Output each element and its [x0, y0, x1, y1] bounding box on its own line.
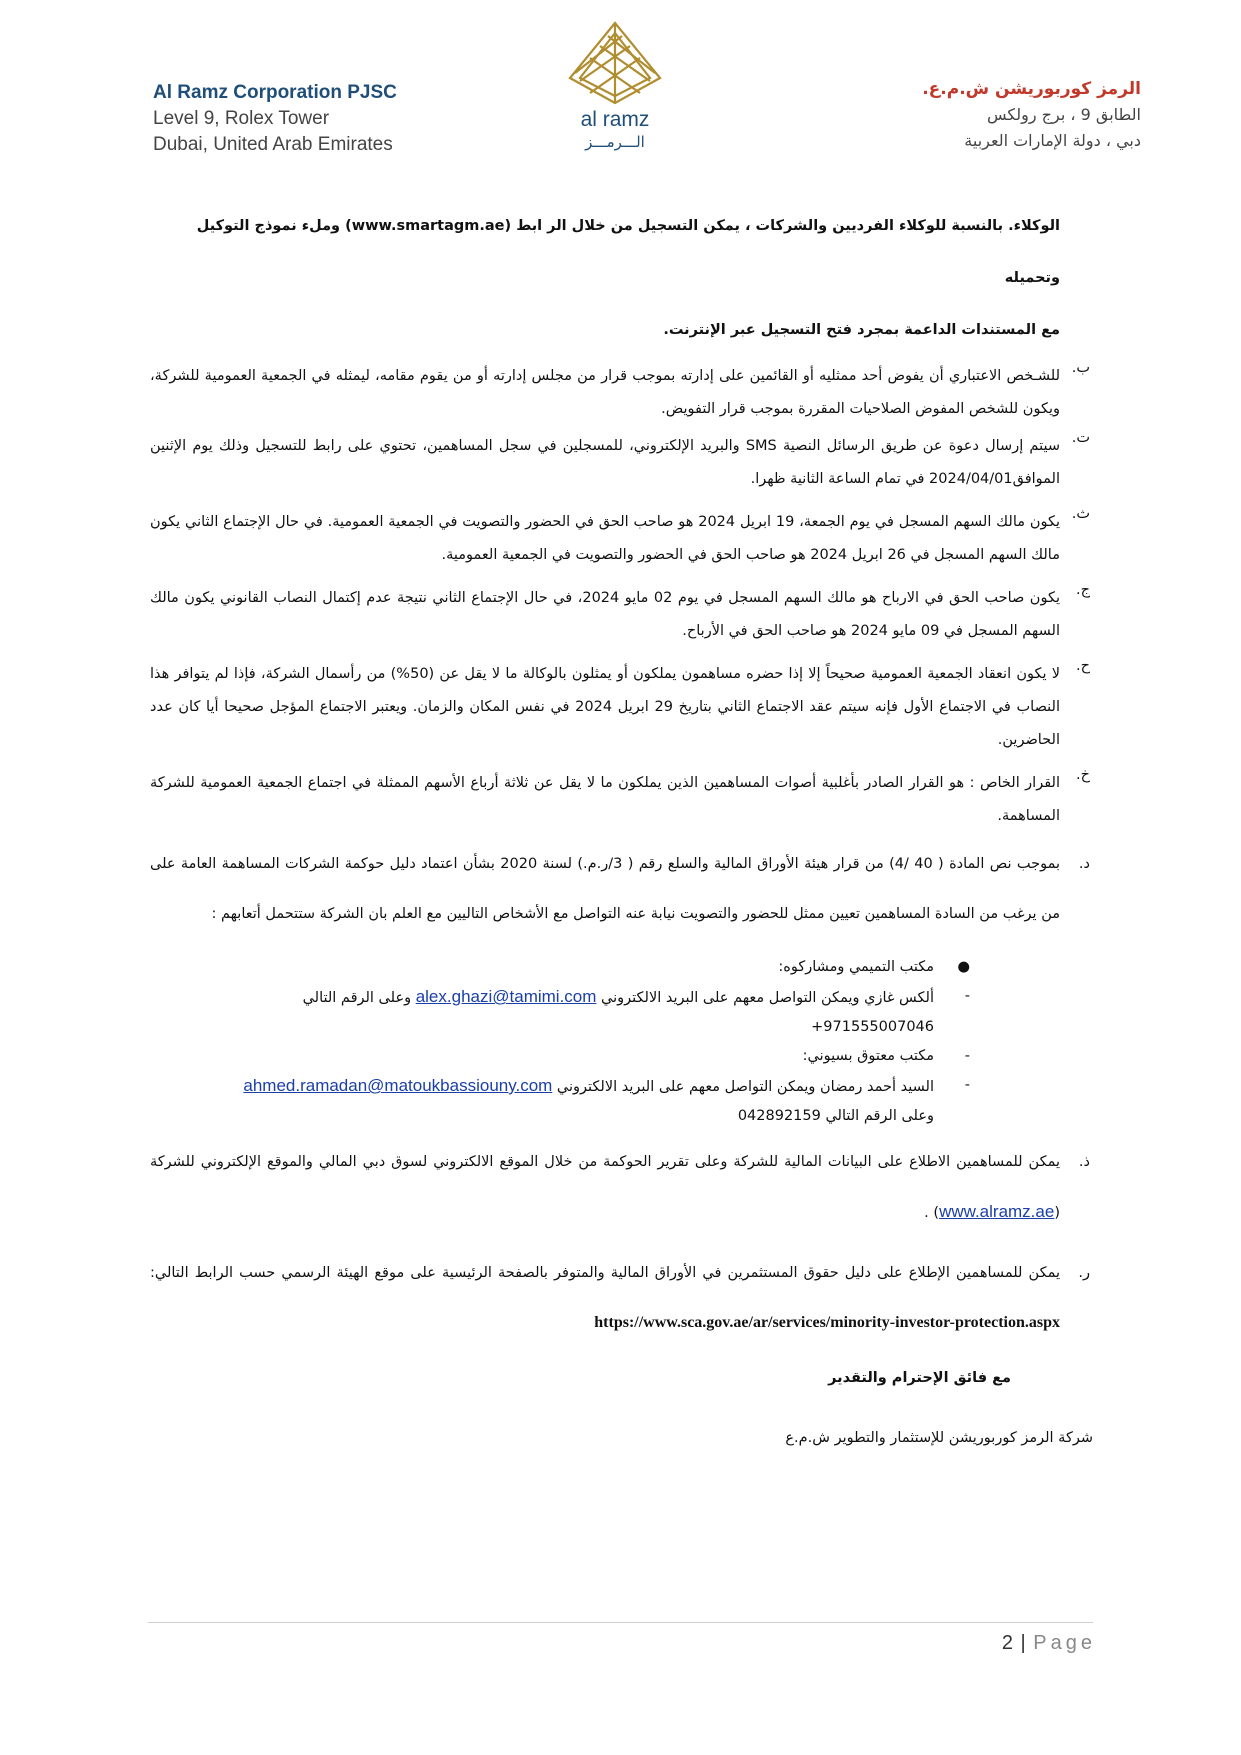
page-separator: |	[1020, 1632, 1027, 1654]
item-label: ذ.	[1078, 1154, 1090, 1170]
logo-text-ar: الـــرمـــز	[585, 133, 645, 151]
logo-emblem-icon	[550, 18, 680, 153]
item-text: يكون مالك السهم المسجل في يوم الجمعة، 19 ابريل 2024 هو صاحب الحق في الحضور والتصويت في الجمعية العمومية. في حال الإجتماع الثاني يكون مالك السهم المسجل في 26 ابريل 2024 هو صاحب الحق في الحضور والتصويت في الجمعية العمومية.	[150, 514, 1060, 563]
list-item	[150, 1248, 1090, 1348]
dash-icon: -	[964, 1077, 970, 1093]
item-label: ح.	[1076, 658, 1090, 674]
phone-number: +971555007046	[811, 1019, 934, 1035]
bullet-icon: ●	[957, 959, 970, 975]
item-body: يمكن للمساهمين الإطلاع على دليل حقوق المستثمرين في الأوراق المالية والمتوفر بالصفحة الرئيسية على موقع الهيئة الرسمي حسب الرابط التالي:	[150, 1265, 1060, 1281]
contact-text	[303, 982, 934, 1013]
dash-icon: -	[964, 988, 970, 1004]
intro-paragraph	[150, 200, 1090, 356]
item-text: بموجب نص المادة ( 40 /4) من قرار هيئة الأوراق المالية والسلع رقم ( 3/ر.م.) لسنة 2020 بشأن اعتماد دليل حوكمة الشركات المساهمة العامة على من يرغب من السادة المساهمين تعيين ممثل للحضور والتصويت نيابة عنه التواصل مع الأشخاص التاليين مع العلم بان الشركة ستتحمل أتعابهم :	[150, 856, 1060, 922]
company-name-ar: الرمز كوربوريشن ش.م.ع.	[922, 79, 1141, 99]
contact-description: ألكس غازي ويمكن التواصل معهم على البريد الالكتروني	[601, 990, 934, 1006]
company-name-en: Al Ramz Corporation PJSC	[153, 82, 397, 103]
office-name: مكتب التميمي ومشاركوه:	[778, 959, 934, 975]
list-item	[150, 1137, 1090, 1238]
company-signature: شركة الرمز كوربوريشن للإستثمار والتطوير ش.م.ع	[785, 1430, 1093, 1446]
item-text: سيتم إرسال دعوة عن طريق الرسائل النصية SMS والبريد الإلكتروني، للمسجلين في سجل المساهمين، تحتوي على رابط للتسجيل وذلك يوم الإثنين الموافق2024/04/01 في تمام الساعة الثانية ظهرا.	[150, 438, 1060, 487]
document-body	[150, 200, 1090, 1348]
item-label: ت.	[1071, 430, 1090, 446]
item-label: ب.	[1071, 360, 1090, 376]
email-link[interactable]: alex.ghazi@tamimi.com	[415, 987, 597, 1006]
office-name: مكتب معتوق بسيوني:	[802, 1048, 934, 1064]
list-item	[150, 767, 1090, 833]
city-line-ar: دبي ، دولة الإمارات العربية	[964, 131, 1141, 150]
item-label: ج.	[1076, 582, 1090, 598]
list-item	[150, 360, 1090, 426]
item-text	[150, 1248, 1060, 1348]
list-item	[150, 582, 1090, 648]
item-text	[150, 1137, 1060, 1238]
arabic-address-block	[922, 76, 1141, 154]
page-number: 2	[1001, 1632, 1014, 1654]
item-text: للشـخص الاعتباري أن يفوض أحد ممثليه أو القائمين على إدارته بموجب قرار من مجلس إدارته أو من يقوم مقامه، ليمثله في الجمعية العمومية للشركة، ويكون للشخص المفوض الصلاحيات المقررة بموجب قرار التفويض.	[150, 368, 1060, 417]
item-end: ) .	[924, 1205, 940, 1221]
item-label: د.	[1078, 856, 1090, 872]
email-link[interactable]: ahmed.ramadan@matoukbassiouny.com	[243, 1076, 553, 1095]
city-line-en: Dubai, United Arab Emirates	[153, 134, 393, 155]
address-line-ar: الطابق 9 ، برج رولكس	[987, 105, 1141, 124]
english-address-block	[153, 80, 397, 158]
item-text: لا يكون انعقاد الجمعية العمومية صحيحاً إلا إذا حضره مساهمون يملكون أو يمثلون بالوكالة ما لا يقل عن (50%) من رأسمال الشركة، فإذا لم يتوافر هذا النصاب في الاجتماع الأول فإنه سيتم عقد الاجتماع الثاني بتاريخ 29 ابريل 2024 في نفس المكان والزمان. ويعتبر الاجتماع المؤجل صحيحا أيا كان عدد الحاضرين.	[150, 666, 1060, 748]
page-word: Page	[1033, 1632, 1096, 1654]
dash-icon: -	[964, 1048, 970, 1064]
intro-line-1: الوكلاء. بالنسبة للوكلاء الفرديين والشركات ، يمكن التسجيل من خلال الر ابط (www.smartagm.ae) وملء نموذج التوكيل وتحميله	[196, 218, 1060, 286]
contact-person	[150, 982, 970, 1013]
list-item	[150, 506, 1090, 572]
item-label: ث.	[1071, 506, 1090, 522]
contact-description: السيد أحمد رمضان ويمكن التواصل معهم على البريد الالكتروني	[556, 1079, 934, 1095]
list-item	[150, 839, 1090, 939]
contact-phone-row	[150, 1013, 970, 1042]
phone-label: وعلى الرقم التالي 042892159	[737, 1108, 934, 1124]
list-item	[150, 658, 1090, 757]
item-text: القرار الخاص : هو القرار الصادر بأغلبية أصوات المساهمين الذين يملكون ما لا يقل عن ثلاثة أرباع الأسهم الممثلة في اجتماع الجمعية العمومية للشركة المساهمة.	[150, 775, 1060, 824]
item-text: يكون صاحب الحق في الارباح هو مالك السهم المسجل في يوم 02 مايو 2024، في حال الإجتماع الثاني نتيجة عدم إكتمال النصاب القانوني يكون مالك السهم المسجل في 09 مايو 2024 هو صاحب الحق في الأرباح.	[150, 590, 1060, 639]
contact-phone-row	[150, 1102, 970, 1131]
contacts-list	[150, 953, 970, 1131]
closing-greeting: مع فائق الإحترام والتقدير	[828, 1370, 1011, 1386]
contact-office	[150, 1042, 970, 1071]
address-line-en: Level 9, Rolex Tower	[153, 108, 330, 129]
item-label: ر.	[1078, 1265, 1090, 1281]
footer-divider	[148, 1622, 1093, 1623]
item-body: يمكن للمساهمين الاطلاع على البيانات المالية للشركة وعلى تقرير الحوكمة من خلال الموقع الالكتروني لسوق دبي المالي والموقع الإلكتروني للشركة (	[150, 1154, 1060, 1221]
page-number-footer	[1002, 1632, 1096, 1655]
intro-line-2: مع المستندات الداعمة بمجرد فتح التسجيل عبر الإنترنت.	[663, 322, 1060, 338]
website-link[interactable]: www.alramz.ae	[939, 1202, 1055, 1221]
list-item	[150, 430, 1090, 496]
item-label: خ.	[1076, 767, 1090, 783]
contact-text	[243, 1071, 934, 1102]
phone-label: وعلى الرقم التالي	[302, 990, 412, 1006]
contact-person	[150, 1071, 970, 1102]
logo-text-en: al ramz	[580, 108, 650, 131]
company-logo	[550, 18, 680, 153]
sca-url[interactable]: https://www.sca.gov.ae/ar/services/minority-investor-protection.aspx	[594, 1314, 1060, 1331]
contact-office	[150, 953, 970, 982]
